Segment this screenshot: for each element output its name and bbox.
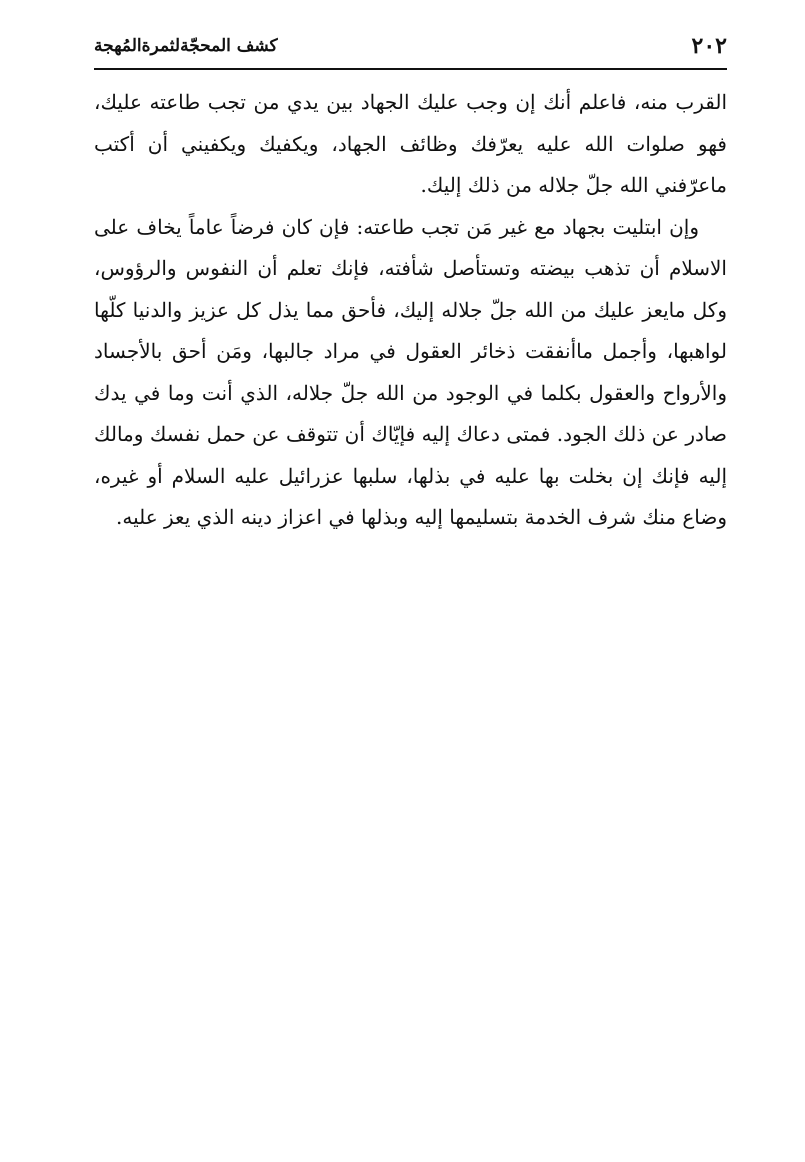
paragraph-2: وإن ابتليت بجهاد مع غير مَن تجب طاعته: فإن كان فرضاً عاماً يخاف على الاسلام أن تذهب بيضته وتستأصل شأفته، فإنك تعلم أن النفوس والرؤوس، وكل مايعز عليك من الله جلّ جلاله إليك، فأحق مما يذل كل عزيز والدنيا كلّها لواهبها، وأجمل ماأنفقت ذخائر العقول في مراد جالبها، ومَن أحق بالأجساد والأرواح والعقول بكلما في الوجود من الله جلّ جلاله، الذي أنت وما في يدك صادر عن ذلك الجود. فمتى دعاك إليه فإيّاك أن تتوقف عن حمل نفسك ومالك إليه فإنك إن بخلت بها عليه في بذلها، سلبها عزرائيل عليه السلام أو غيره، وضاع منك شرف الخدمة بتسليمها إليه وبذلها في اعزاز دينه الذي يعز عليه. [94,214,727,529]
header-divider [94,68,727,70]
running-title: كشف المحجّةلثمرةالمُهجة [94,36,278,56]
page-number: ٢٠٢ [691,33,727,59]
page-header [94,28,727,64]
page-body [94,82,727,539]
paragraph-1: القرب منه، فاعلم أنك إن وجب عليك الجهاد بين يدي من تجب طاعته عليك، فهو صلوات الله عليه يعرّفك وظائف الجهاد، ويكفيك ويكفيني أن أكتب ماعرّفني الله جلّ جلاله من ذلك إليك. [94,90,727,197]
